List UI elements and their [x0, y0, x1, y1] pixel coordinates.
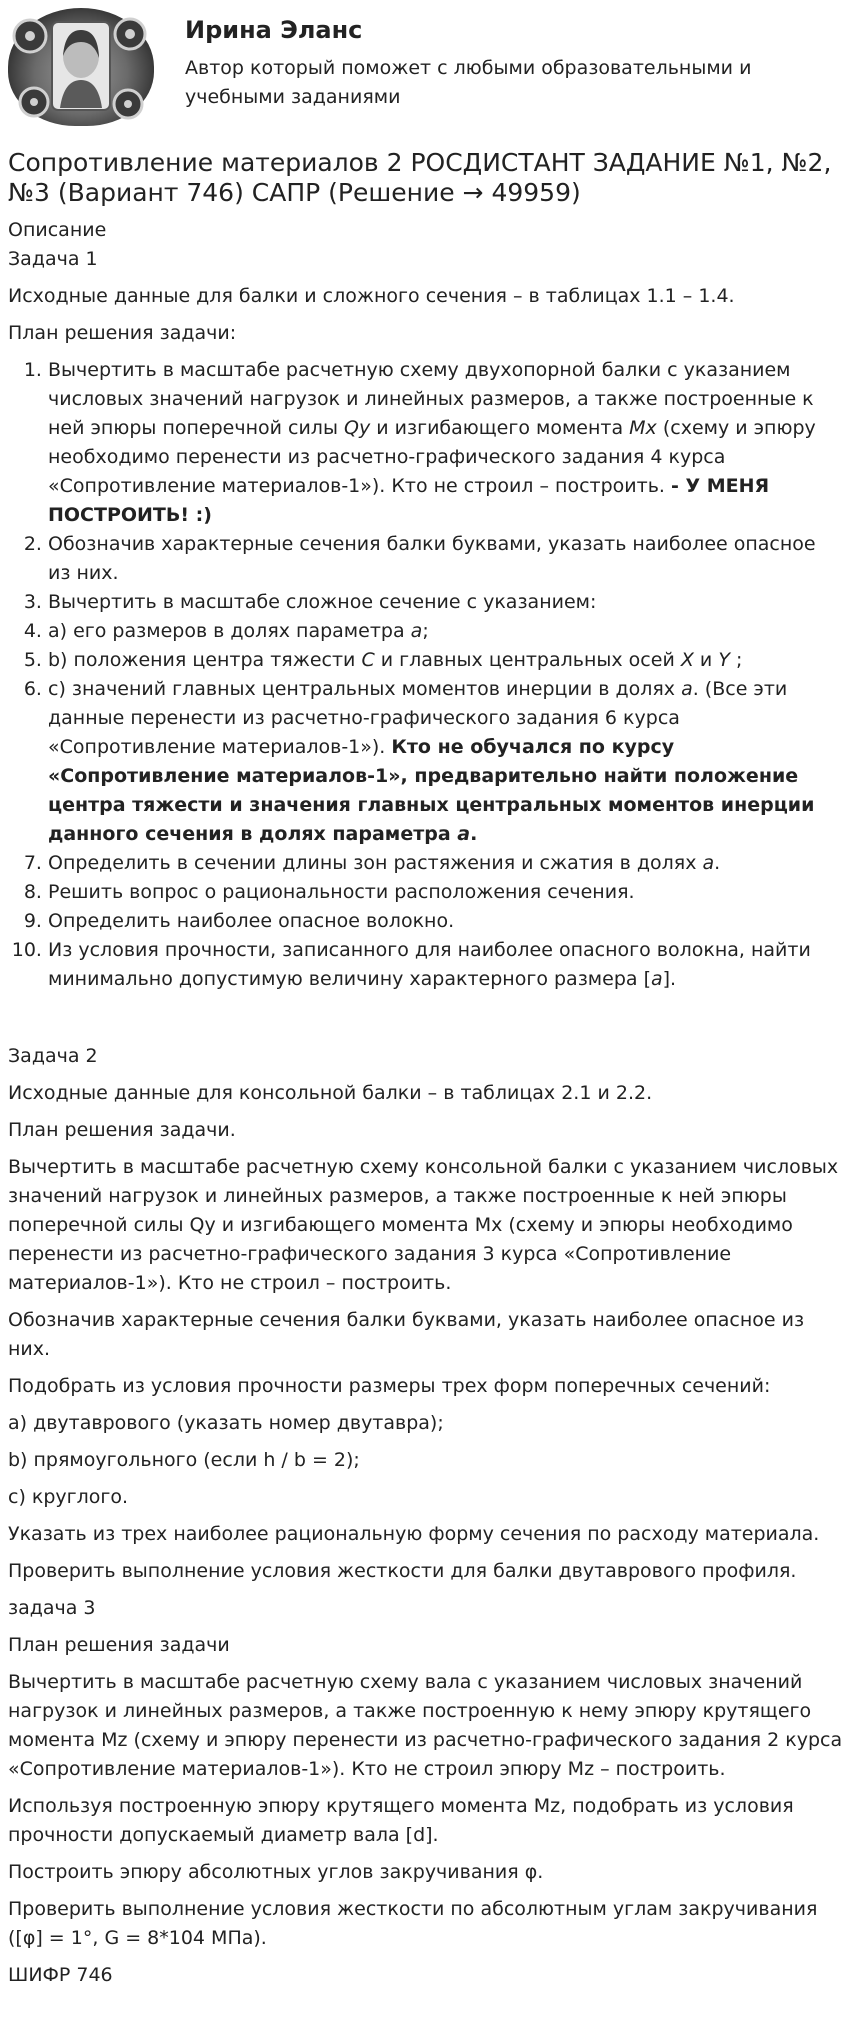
task1-plan-label: План решения задачи:: [8, 322, 237, 344]
task1-step-7: [48, 849, 843, 878]
step-text: b) положения центра тяжести: [48, 649, 362, 671]
task1-step-5: [48, 646, 843, 675]
step-text: Вычертить в масштабе расчетную схему двухопорной балки с указанием числовых значений нагрузок и линейных размеров, а также построенные к ней эпюры поперечной силы: [48, 359, 814, 439]
step-text: и главных центральных осей: [374, 649, 681, 671]
task3-paragraph: Вычертить в масштабе расчетную схему вала с указанием числовых значений нагрузок и линейных размеров, а также построенную к нему эпюру крутящего момента Mz (схему и эпюру перенести из расчетно-графического задания 2 курса «Сопротивление материалов-1»). Кто не строил эпюру Mz – построить.: [8, 1671, 843, 1780]
symbol-mx: Мх: [629, 417, 657, 439]
task1-step-1: [48, 356, 843, 530]
step-text: и: [693, 649, 719, 671]
task1-step-6: [48, 675, 843, 849]
step-text: . (Все эти данные перенести из расчетно-графического задания 6 курса «Сопротивление материалов-1»).: [48, 678, 788, 758]
step-text: Решить вопрос о рациональности расположения сечения.: [48, 881, 635, 903]
symbol-a: а: [410, 620, 423, 642]
task3-paragraph: Построить эпюру абсолютных углов закручивания φ.: [8, 1861, 544, 1883]
task1-steps: [8, 356, 843, 994]
symbol-qy: Qy: [344, 417, 371, 439]
author-description: Автор который поможет с любыми образовательными и учебными заданиями: [185, 57, 752, 108]
task2-paragraph: а) двутаврового (указать номер двутавра);: [8, 1412, 444, 1434]
cipher-line: ШИФР 746: [8, 1964, 113, 1986]
task1-step-3: [48, 588, 843, 617]
step-text: Обозначив характерные сечения балки буквами, указать наиболее опасное из них.: [48, 533, 816, 584]
step-text: .: [714, 852, 721, 874]
task2-paragraph: Проверить выполнение условия жесткости для балки двутаврового профиля.: [8, 1560, 797, 1582]
step-text: с) значений главных центральных моментов инерции в долях: [48, 678, 682, 700]
task1-step-9: [48, 907, 843, 936]
symbol-a: а: [681, 678, 693, 700]
task1-heading: Задача 1: [8, 248, 98, 270]
task2-paragraph: Подобрать из условия прочности размеры трех форм поперечных сечений:: [8, 1375, 771, 1397]
task3-paragraph: Проверить выполнение условия жесткости по абсолютным углам закручивания ([φ] = 1°, G = 8*104 МПа).: [8, 1898, 818, 1949]
symbol-x: Х: [680, 649, 694, 671]
step-text: (схему и эпюру необходимо перенести из расчетно-графического задания 4 курса «Сопротивление материалов-1»). Кто не строил – построить.: [48, 417, 816, 497]
task2-paragraph: Обозначив характерные сечения балки буквами, указать наиболее опасное из них.: [8, 1309, 805, 1360]
step-text: Определить наиболее опасное волокно.: [48, 910, 455, 932]
task1-step-8: [48, 878, 843, 907]
step-text: Из условия прочности, записанного для наиболее опасного волокна, найти минимально допустимую величину характерного размера [: [48, 939, 811, 990]
step-emphasis: - У МЕНЯ ПОСТРОИТЬ! :): [48, 475, 770, 526]
task2-paragraph: Вычертить в масштабе расчетную схему консольной балки с указанием числовых значений нагрузок и линейных размеров, а также построенные к ней эпюры поперечной силы Qy и изгибающего момента Mx (схему и эпюры необходимо перенести из расчетно-графического задания 3 курса «Сопротивление материалов-1»). Кто не строил – построить.: [8, 1156, 839, 1294]
main-content: [8, 148, 843, 1990]
page-title: Сопротивление материалов 2 РОСДИСТАНТ ЗАДАНИЕ №1, №2, №3 (Вариант 746) САПР (Решение → 49959): [8, 148, 832, 207]
step-text: Вычертить в масштабе сложное сечение с указанием:: [48, 591, 597, 613]
task1-step-4: [48, 617, 843, 646]
symbol-a: а: [650, 968, 663, 990]
description-label: Описание: [8, 219, 107, 241]
task3-heading: задача 3: [8, 1597, 96, 1619]
task3-paragraph: Используя построенную эпюру крутящего момента Mz, подобрать из условия прочности допускаемый диаметр вала [d].: [8, 1795, 794, 1846]
symbol-c: С: [361, 649, 375, 671]
task2-paragraph: с) круглого.: [8, 1486, 129, 1508]
task2-paragraph: b) прямоугольного (если h / b = 2);: [8, 1449, 360, 1471]
step-text: а) его размеров в долях параметра: [48, 620, 411, 642]
task2-heading: Задача 2: [8, 1045, 98, 1067]
task1-step-10: [48, 936, 843, 994]
task1-step-2: [48, 530, 843, 588]
author-avatar[interactable]: [8, 8, 154, 126]
author-card: [8, 8, 838, 126]
step-text: и изгибающего момента: [370, 417, 630, 439]
step-text: ].: [662, 968, 677, 990]
step-emphasis-text: Кто не обучался по курсу «Сопротивление материалов-1», предварительно найти положение центра тяжести и значения главных центральных моментов инерции данного сечения в долях параметра: [48, 736, 815, 845]
symbol-y: Y: [718, 649, 730, 671]
task2-paragraph: Указать из трех наиболее рациональную форму сечения по расходу материала.: [8, 1523, 820, 1545]
task3-plan-label: План решения задачи: [8, 1634, 230, 1656]
task2-intro: Исходные данные для консольной балки – в таблицах 2.1 и 2.2.: [8, 1082, 653, 1104]
symbol-a: a: [457, 823, 471, 845]
task1-intro: Исходные данные для балки и сложного сечения – в таблицах 1.1 – 1.4.: [8, 285, 735, 307]
symbol-a: а: [702, 852, 715, 874]
avatar-illustration: [8, 8, 154, 126]
step-emphasis-text: .: [470, 823, 478, 845]
author-name[interactable]: Ирина Эланс: [185, 16, 363, 44]
step-text: Определить в сечении длины зон растяжения и сжатия в долях: [48, 852, 703, 874]
task2-plan-label: План решения задачи.: [8, 1119, 236, 1141]
step-text: ;: [422, 620, 429, 642]
step-text: ;: [729, 649, 743, 671]
